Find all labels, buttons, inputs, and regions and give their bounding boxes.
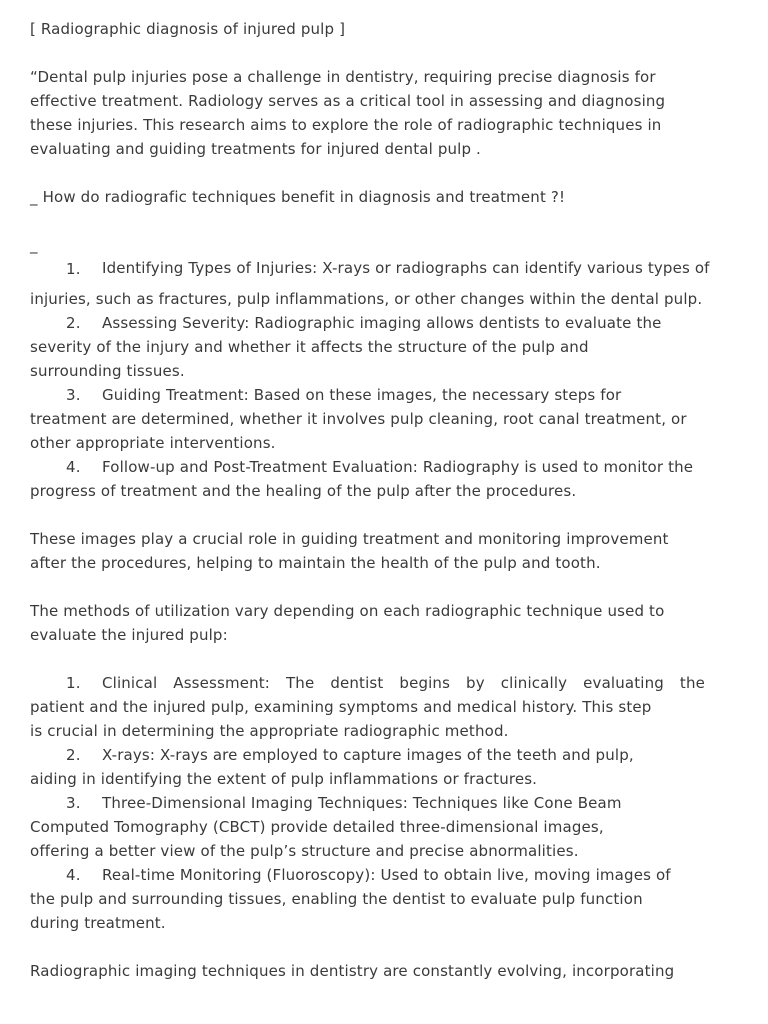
paragraph-line: The methods of utilization vary depending on each radiographic technique used to bbox=[30, 602, 665, 620]
list-item-first-line bbox=[30, 311, 750, 335]
list-item-continuation: surrounding tissues. bbox=[30, 362, 185, 380]
spacer bbox=[30, 575, 750, 599]
intro-line: evaluating and guiding treatments for injured dental pulp . bbox=[30, 140, 481, 158]
list-item-text: Three-Dimensional Imaging Techniques: Techniques like Cone Beam bbox=[102, 794, 622, 812]
list-item-text: Follow-up and Post-Treatment Evaluation: Radiography is used to monitor the bbox=[102, 458, 694, 476]
list-item-continuation: injuries, such as fractures, pulp inflammations, or other changes within the dental pulp. bbox=[30, 290, 703, 308]
list-number: 1. bbox=[66, 260, 81, 278]
list-item-continuation: during treatment. bbox=[30, 914, 166, 932]
list-item-continuation: the pulp and surrounding tissues, enabling the dentist to evaluate pulp function bbox=[30, 890, 643, 908]
paragraph-line: These images play a crucial role in guiding treatment and monitoring improvement bbox=[30, 530, 669, 548]
document-page bbox=[30, 17, 750, 983]
spacer bbox=[30, 41, 750, 65]
list-item-continuation: Computed Tomography (CBCT) provide detailed three-dimensional images, bbox=[30, 818, 604, 836]
spacer bbox=[30, 503, 750, 527]
spacer bbox=[30, 161, 750, 185]
list-item-continuation: patient and the injured pulp, examining symptoms and medical history. This step bbox=[30, 698, 652, 716]
intro-line: these injuries. This research aims to explore the role of radiographic techniques in bbox=[30, 116, 662, 134]
list-item-first-line bbox=[30, 791, 750, 815]
list-number: 3. bbox=[66, 794, 81, 812]
intro-line: effective treatment. Radiology serves as a critical tool in assessing and diagnosing bbox=[30, 92, 666, 110]
list-item-text: Identifying Types of Injuries: X-rays or radiographs can identify various types of bbox=[102, 259, 710, 277]
document-title: [ Radiographic diagnosis of injured pulp ] bbox=[30, 20, 346, 38]
paragraph-line: evaluate the injured pulp: bbox=[30, 626, 228, 644]
spacer bbox=[30, 647, 750, 671]
list-item-first-line bbox=[30, 863, 750, 887]
spacer bbox=[30, 935, 750, 959]
list-item-text: Assessing Severity: Radiographic imaging allows dentists to evaluate the bbox=[102, 314, 662, 332]
list-item-text: Guiding Treatment: Based on these images, the necessary steps for bbox=[102, 386, 622, 404]
list-number: 1. bbox=[66, 674, 81, 692]
intro-line: “Dental pulp injuries pose a challenge in dentistry, requiring precise diagnosis for bbox=[30, 68, 656, 86]
list-item-continuation: aiding in identifying the extent of pulp inflammations or fractures. bbox=[30, 770, 538, 788]
list-item-continuation: progress of treatment and the healing of the pulp after the procedures. bbox=[30, 482, 577, 500]
list-item-text: Clinical Assessment: The dentist begins by clinically evaluating the bbox=[102, 674, 705, 692]
list-item-text: Real-time Monitoring (Fluoroscopy): Used to obtain live, moving images of bbox=[102, 866, 671, 884]
list-item-continuation: is crucial in determining the appropriate radiographic method. bbox=[30, 722, 509, 740]
dash-line: _ bbox=[30, 236, 38, 254]
paragraph-line: Radiographic imaging techniques in dentistry are constantly evolving, incorporating bbox=[30, 962, 675, 980]
question-line: _ How do radiografic techniques benefit in diagnosis and treatment ?! bbox=[30, 188, 566, 206]
list-number: 2. bbox=[66, 314, 81, 332]
list-item-first-line bbox=[30, 257, 750, 287]
list-number: 4. bbox=[66, 866, 81, 884]
list-item-continuation: severity of the injury and whether it affects the structure of the pulp and bbox=[30, 338, 589, 356]
list-number: 2. bbox=[66, 746, 81, 764]
list-item-first-line bbox=[30, 455, 750, 479]
list-item-first-line bbox=[30, 383, 750, 407]
list-item-continuation: offering a better view of the pulp’s structure and precise abnormalities. bbox=[30, 842, 579, 860]
list-item-first-line bbox=[30, 671, 750, 695]
list-item-first-line bbox=[30, 743, 750, 767]
spacer bbox=[30, 209, 750, 233]
paragraph-line: after the procedures, helping to maintain the health of the pulp and tooth. bbox=[30, 554, 601, 572]
list-item-continuation: treatment are determined, whether it involves pulp cleaning, root canal treatment, or bbox=[30, 410, 687, 428]
list-number: 3. bbox=[66, 386, 81, 404]
list-item-continuation: other appropriate interventions. bbox=[30, 434, 276, 452]
list-number: 4. bbox=[66, 458, 81, 476]
list-item-text: X-rays: X-rays are employed to capture images of the teeth and pulp, bbox=[102, 746, 634, 764]
